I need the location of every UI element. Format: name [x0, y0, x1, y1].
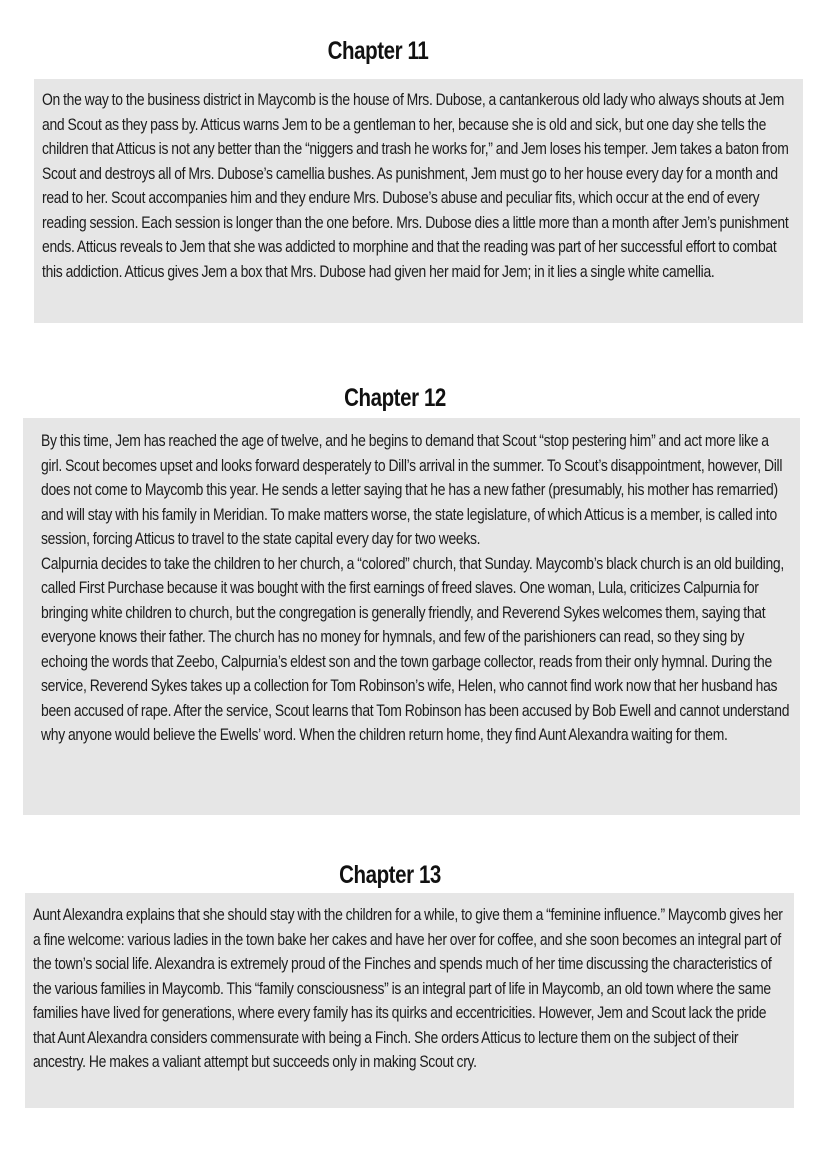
chapter-12-paragraph-1: By this time, Jem has reached the age of twelve, and he begins to demand that Scout “stop pestering him” and act more like a girl. Scout becomes upset and looks forward desperately to Dill’s arrival in the summer. To Scout’s disappointment, however, Dill does not come to Maycomb this year. He sends a letter saying that he has a new father (presumably, his mother has remarried) and will stay with his family in Meridian. To make matters worse, the state legislature, of which Atticus is a member, is called into session, forcing Atticus to travel to the state capital every day for two weeks. — [41, 432, 783, 548]
chapter-11-summary — [34, 79, 803, 323]
chapter-13-heading: Chapter 13 — [339, 861, 441, 889]
chapter-12-paragraph-2: Calpurnia decides to take the children to her church, a “colored” church, that Sunday. Maycomb’s black church is an old building, called First Purchase because it was bought with the first earnings of freed slaves. One woman, Lula, criticizes Calpurnia for bringing white children to church, but the congregation is generally friendly, and Reverend Sykes welcomes them, saying that everyone knows their father. The church has no money for hymnals, and few of the parishioners can read, so they sing by echoing the words that Zeebo, Calpurnia’s eldest son and the town garbage collector, reads from their only hymnal. During the service, Reverend Sykes takes up a collection for Tom Robinson’s wife, Helen, who cannot find work now that her husband has been accused of rape. After the service, Scout learns that Tom Robinson has been accused by Bob Ewell and cannot understand why anyone would believe the Ewells’ word. When the children return home, they find Aunt Alexandra waiting for them. — [41, 554, 790, 744]
chapter-13-summary — [25, 893, 794, 1108]
chapter-12-summary — [23, 418, 800, 815]
chapter-11-paragraph: On the way to the business district in Maycomb is the house of Mrs. Dubose, a cantankerous old lady who always shouts at Jem and Scout as they pass by. Atticus warns Jem to be a gentleman to her, because she is old and sick, but one day she tells the children that Atticus is not any better than the “niggers and trash he works for,” and Jem loses his temper. Jem takes a baton from Scout and destroys all of Mrs. Dubose’s camellia bushes. As punishment, Jem must go to her house every day for a month and read to her. Scout accompanies him and they endure Mrs. Dubose’s abuse and peculiar fits, which occur at the end of every reading session. Each session is longer than the one before. Mrs. Dubose dies a little more than a month after Jem’s punishment ends. Atticus reveals to Jem that she was addicted to morphine and that the reading was part of her successful effort to combat this addiction. Atticus gives Jem a box that Mrs. Dubose had given her maid for Jem; in it lies a single white camellia. — [42, 91, 789, 281]
chapter-12-heading: Chapter 12 — [344, 384, 446, 412]
chapter-11-heading: Chapter 11 — [327, 37, 429, 65]
chapter-13-paragraph: Aunt Alexandra explains that she should stay with the children for a while, to give them a “feminine influence.” Maycomb gives her a fine welcome: various ladies in the town bake her cakes and have her over for coffee, and she soon becomes an integral part of the town’s social life. Alexandra is extremely proud of the Finches and spends much of her time discussing the characteristics of the various families in Maycomb. This “family consciousness” is an integral part of life in Maycomb, an old town where the same families have lived for generations, where every family has its quirks and eccentricities. However, Jem and Scout lack the pride that Aunt Alexandra considers commensurate with being a Finch. She orders Atticus to lecture them on the subject of their ancestry. He makes a valiant attempt but succeeds only in making Scout cry. — [33, 906, 783, 1071]
